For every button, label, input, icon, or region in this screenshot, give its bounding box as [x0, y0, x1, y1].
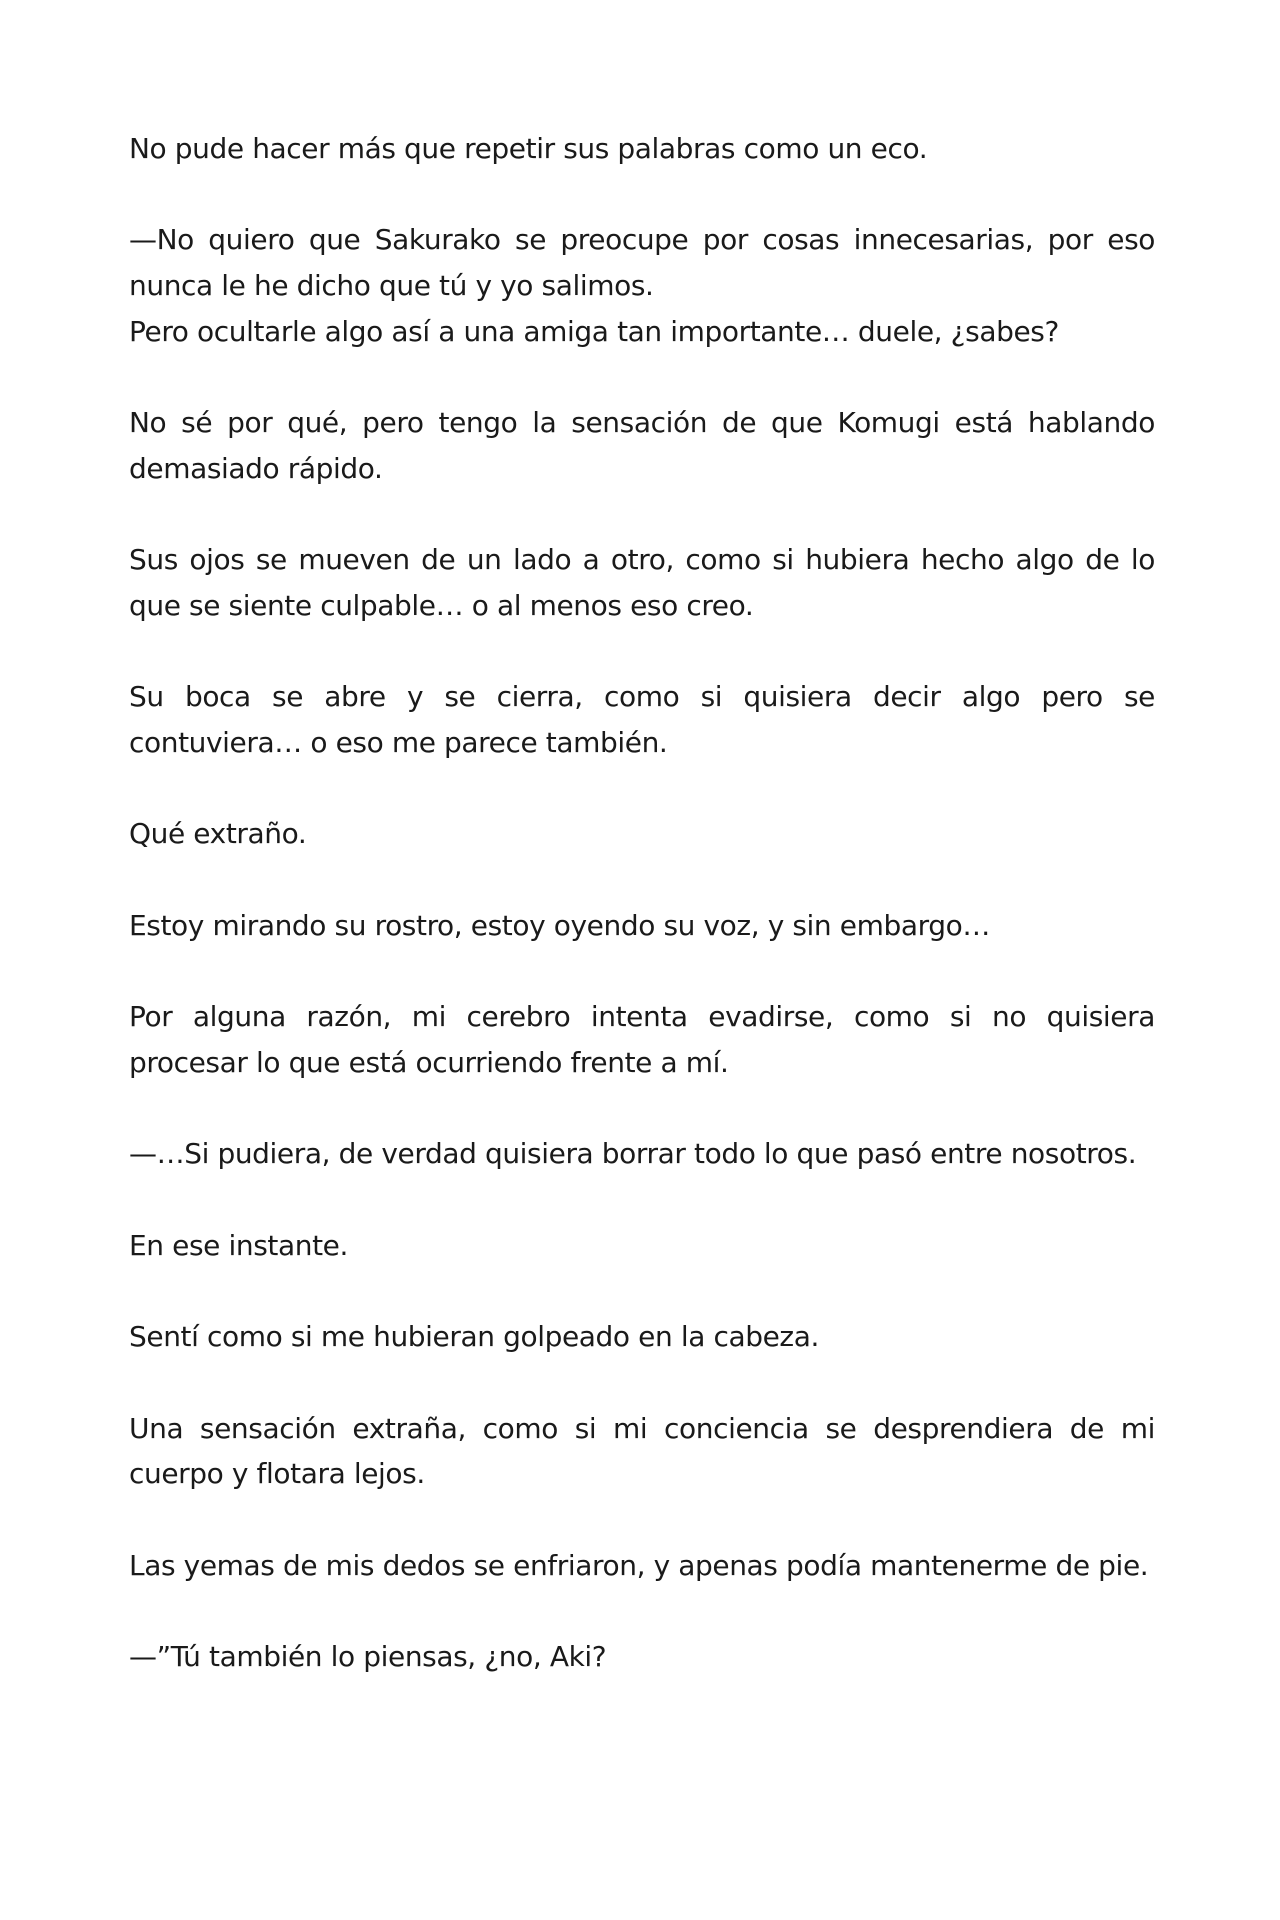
paragraph	[129, 674, 1155, 765]
text-line: Su boca se abre y se cierra, como si quisiera decir algo pero se contuviera… o eso me parece también.	[129, 680, 1155, 760]
paragraph	[129, 903, 1155, 949]
paragraph	[129, 126, 1155, 172]
document-page	[129, 126, 1155, 1725]
text-line: No pude hacer más que repetir sus palabras como un eco.	[129, 132, 928, 165]
text-line: Pero ocultarle algo así a una amiga tan importante… duele, ¿sabes?	[129, 314, 1059, 348]
text-line: Qué extraño.	[129, 817, 307, 851]
paragraph	[129, 994, 1155, 1085]
text-line: No sé por qué, pero tengo la sensación de que Komugi está hablando demasiado rápido.	[129, 406, 1155, 485]
paragraph	[129, 1543, 1155, 1589]
paragraph	[129, 217, 1155, 354]
text-line: Por alguna razón, mi cerebro intenta evadirse, como si no quisiera procesar lo que está ocurriendo frente a mí.	[129, 1000, 1155, 1079]
paragraph	[129, 1634, 1155, 1680]
text-line: Estoy mirando su rostro, estoy oyendo su voz, y sin embargo…	[129, 908, 990, 942]
paragraph	[129, 811, 1155, 857]
text-line: —…Si pudiera, de verdad quisiera borrar todo lo que pasó entre nosotros.	[129, 1137, 1137, 1171]
paragraph	[129, 1223, 1155, 1269]
paragraph	[129, 1131, 1155, 1177]
text-line: —”Tú también lo piensas, ¿no, Aki?	[129, 1640, 607, 1673]
text-line: Una sensación extraña, como si mi conciencia se desprendiera de mi cuerpo y flotara lejos.	[129, 1411, 1155, 1491]
text-line: Las yemas de mis dedos se enfriaron, y apenas podía mantenerme de pie.	[129, 1548, 1149, 1582]
text-line: Sentí como si me hubieran golpeado en la cabeza.	[129, 1320, 819, 1354]
paragraph	[129, 537, 1155, 628]
text-line: —No quiero que Sakurako se preocupe por cosas innecesarias, por eso nunca le he dicho que tú y yo salimos.	[129, 223, 1155, 303]
paragraph	[129, 1406, 1155, 1497]
paragraph	[129, 1314, 1155, 1360]
text-line: En ese instante.	[129, 1228, 348, 1262]
paragraph	[129, 400, 1155, 491]
text-line: Sus ojos se mueven de un lado a otro, como si hubiera hecho algo de lo que se siente culpable… o al menos eso creo.	[129, 543, 1155, 622]
